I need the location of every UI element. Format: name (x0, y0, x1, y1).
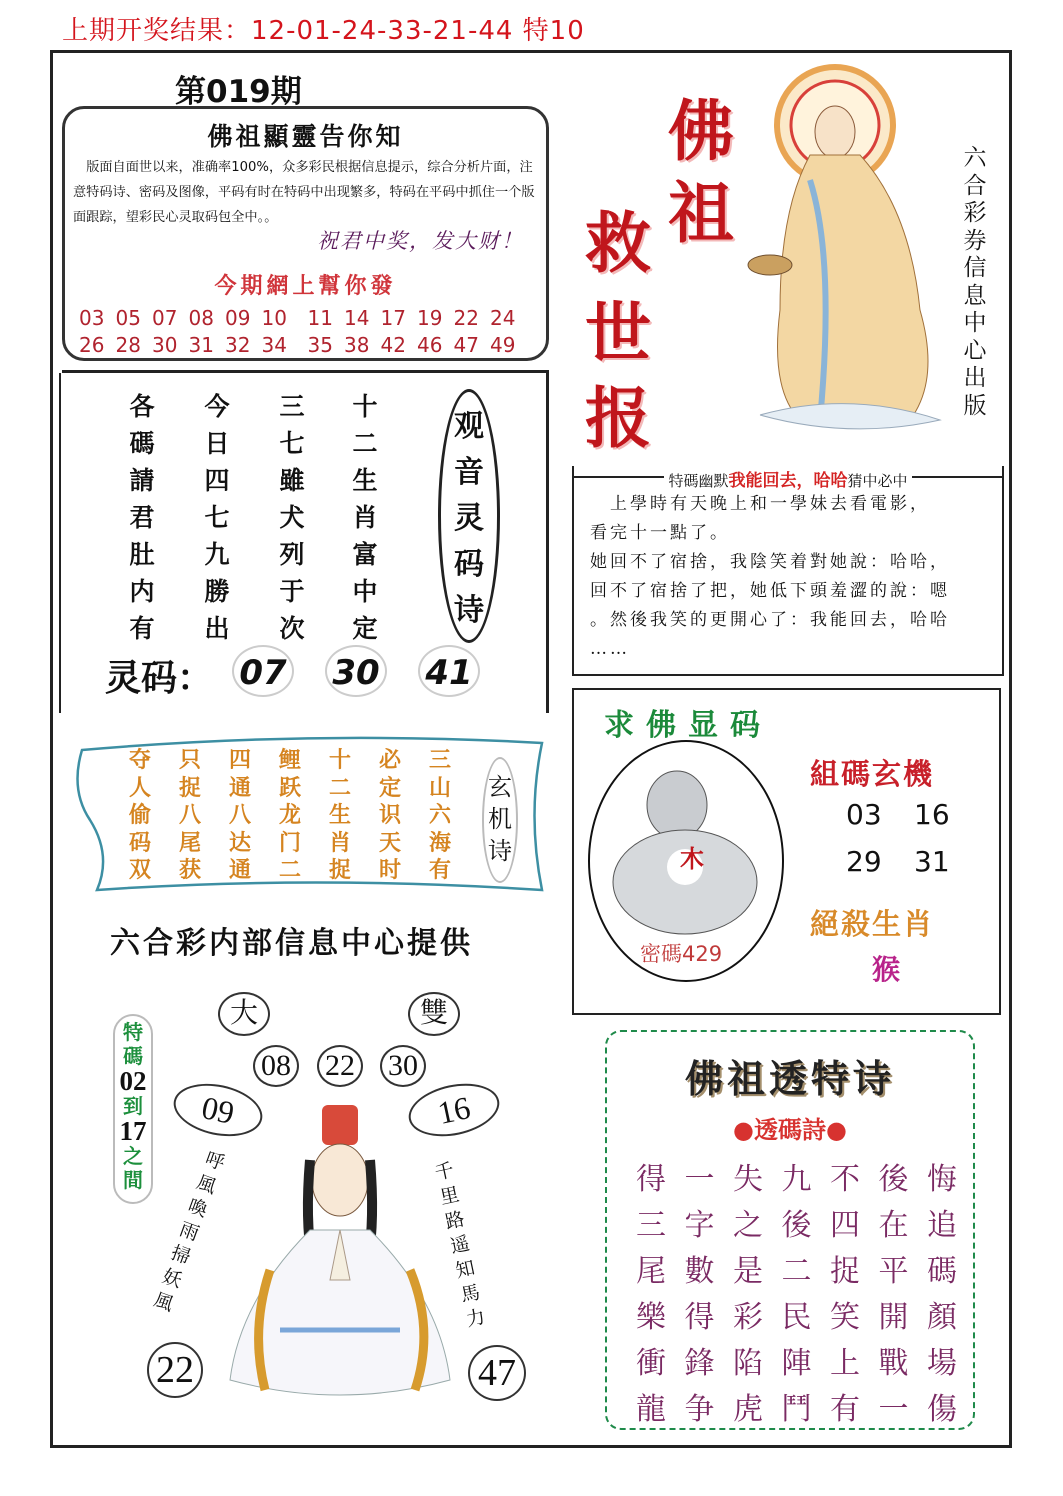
group-number: 29 (846, 845, 882, 878)
pick-number: 24 (490, 306, 516, 330)
poem-char: 開 (878, 1300, 909, 1335)
poem-char: 戰 (878, 1346, 909, 1381)
poem-char: 次 (279, 614, 305, 643)
poem-char: 内 (129, 577, 155, 606)
tema-char: 特 (123, 1020, 143, 1044)
notice-title: 佛祖顯靈告你知 (207, 122, 404, 151)
poem-char: 鋒 (684, 1346, 715, 1381)
buddha-code-box (572, 688, 1001, 1015)
tema-from: 02 (119, 1066, 147, 1096)
poem-char: 之 (733, 1208, 763, 1243)
xuanji-char: 三 (428, 747, 451, 773)
tema-char: 碼 (123, 1044, 143, 1068)
pick-number: 03 (79, 306, 105, 330)
label-big: 大 (218, 992, 270, 1036)
center-number: 08 (253, 1045, 299, 1087)
poem-char: 顏 (927, 1300, 957, 1335)
poem-char: 出 (204, 614, 230, 643)
poem-char: 彩 (733, 1300, 763, 1335)
poem-char: 争 (684, 1392, 715, 1427)
poem-char: 今 (204, 392, 230, 421)
group-number: 16 (914, 798, 950, 831)
banner-char: 报 (585, 379, 651, 457)
publisher-vertical-text: 六合彩券信息中心出版 (963, 145, 987, 419)
xuanji-char: 获 (178, 857, 201, 883)
side-number: 16 (404, 1076, 504, 1144)
pick-number: 34 (261, 333, 287, 357)
story-line: 看完十一點了。 (590, 523, 730, 543)
notice-wish: 祝君中奖，发大财！ (317, 229, 524, 253)
right-verse: 千里路遥知馬力 (432, 1159, 488, 1332)
poem-char: 日 (204, 429, 230, 458)
poem-char: 三 (636, 1208, 666, 1243)
poem-char: 悔 (927, 1162, 957, 1197)
xuanji-char: 二 (328, 774, 351, 801)
xuanji-char: 通 (228, 857, 251, 883)
poem-char: 是 (733, 1254, 763, 1289)
xuanji-char: 跃 (278, 774, 301, 801)
poem-char: 一 (878, 1392, 909, 1427)
center-number: 30 (380, 1045, 426, 1087)
poem-char: 平 (878, 1254, 909, 1289)
notice-subtitle: 今期網上幫你發 (214, 274, 397, 299)
group-code-title: 組碼玄機 (810, 757, 935, 791)
banner-char: 佛 (668, 92, 734, 170)
poem-char: 七 (204, 503, 230, 532)
xuanji-char: 达 (228, 829, 251, 856)
xuanji-char: 捉 (328, 857, 351, 883)
xuanji-label: 玄机诗 (482, 757, 518, 883)
pick-number: 19 (417, 306, 443, 330)
poem-char: 碼 (927, 1254, 957, 1289)
poem-char: 于 (279, 577, 305, 606)
xuanji-char: 尾 (178, 829, 201, 856)
secret-code: 密碼429 (640, 942, 723, 966)
poem-subtitle: ●透碼詩● (733, 1115, 847, 1144)
poem-char: 雖 (279, 466, 305, 495)
lingma-number: 30 (325, 645, 387, 697)
poem-char: 上 (830, 1346, 860, 1381)
pick-number: 07 (152, 306, 178, 330)
poem-char: 捉 (830, 1254, 860, 1289)
poem-char: 犬 (279, 503, 305, 532)
xuanji-char: 时 (378, 857, 401, 883)
lingma-number: 07 (232, 645, 294, 697)
poem-char: 九 (204, 540, 230, 569)
poem-char: 陷 (733, 1346, 763, 1381)
story-line: 回不了宿捨了把，她低下頭羞澀的說：嗯 (590, 581, 950, 601)
tema-char: 間 (123, 1168, 143, 1192)
poem-char: 富 (352, 540, 378, 569)
xuanji-char: 天 (378, 829, 401, 856)
tema-to: 17 (119, 1116, 147, 1146)
poem-char: 後 (878, 1162, 909, 1197)
pick-number: 22 (453, 306, 479, 330)
poem-char: 十 (352, 392, 378, 421)
center-number: 22 (317, 1045, 363, 1087)
xuanji-char: 通 (228, 774, 251, 801)
story-line: 上學時有天晚上和一學妹去看電影， (590, 494, 930, 514)
poem-char: 二 (781, 1254, 812, 1289)
xuanji-char: 识 (378, 802, 401, 828)
story-caption-highlight: 我能回去，哈哈 (728, 471, 848, 491)
notice-body: 版面自面世以来，准确率100%，众多彩民根据信息提示，综合分析片面，注意特码诗、密码及图像，平码有时在特码中出现繁多，特码在平码中抓住一个版面跟踪，望彩民心灵取码包全中。。 (73, 160, 535, 225)
pick-number: 10 (261, 306, 287, 330)
kill-zodiac: 猴 (872, 953, 901, 986)
poem-char: 四 (830, 1208, 860, 1243)
left-verse: 呼風喚雨掃妖風 (150, 1147, 228, 1316)
poem-char: 有 (129, 614, 155, 643)
pick-number: 26 (79, 333, 105, 357)
poem-char: 定 (352, 614, 378, 643)
corner-number: 47 (468, 1345, 526, 1401)
xuanji-char: 双 (128, 857, 151, 883)
pick-number: 08 (188, 306, 214, 330)
guanyin-standing-image (740, 60, 955, 435)
poem-char: 傷 (927, 1392, 957, 1427)
poem-char: 碼 (129, 429, 155, 458)
xuanji-poem-scroll (72, 735, 550, 897)
poem-char: 得 (636, 1162, 666, 1197)
guanyin-seated-image (210, 1100, 470, 1405)
poem-char: 失 (733, 1162, 763, 1197)
poem-char: 數 (684, 1254, 715, 1289)
poem-char: 追 (927, 1208, 957, 1243)
xuanji-char: 肖 (328, 829, 351, 856)
xuanji-char: 人 (128, 774, 151, 801)
poem-char: 衝 (636, 1346, 666, 1381)
poem-char: 肚 (129, 540, 155, 569)
lingma-number: 41 (418, 645, 480, 697)
pick-number: 11 (307, 306, 333, 330)
tema-range-badge (113, 1014, 153, 1204)
poem-char: 虎 (733, 1392, 763, 1427)
poem-char: 請 (129, 466, 155, 495)
pick-number: 31 (188, 333, 214, 357)
poem-char: 在 (878, 1208, 909, 1243)
pick-number: 47 (453, 333, 479, 357)
poem-char: 九 (781, 1162, 812, 1197)
guanyin-poem-label: 观音灵码诗 (438, 389, 500, 643)
xuanji-char: 定 (378, 774, 401, 801)
pick-number: 49 (490, 333, 516, 357)
poem-char: 中 (352, 577, 378, 606)
banner-char: 祖 (668, 174, 734, 252)
pick-number: 05 (115, 306, 141, 330)
xuanji-char: 偷 (128, 802, 151, 828)
poem-char: 字 (684, 1208, 715, 1243)
corner-number: 22 (147, 1342, 203, 1398)
xuanji-char: 有 (428, 857, 451, 883)
kill-zodiac-title: 絕殺生肖 (810, 907, 935, 941)
xuanji-char: 六 (428, 802, 451, 828)
banner-char: 世 (585, 294, 651, 372)
pick-number: 42 (380, 333, 406, 357)
notice-box (62, 106, 549, 361)
poem-char: 陣 (781, 1346, 812, 1381)
side-number: 09 (169, 1076, 267, 1144)
poem-char: 生 (352, 466, 378, 495)
xuanji-char: 八 (178, 802, 201, 828)
poem-char: 三 (279, 392, 305, 421)
poem-char: 一 (684, 1162, 715, 1197)
xuanji-char: 八 (228, 802, 251, 828)
poem-char: 七 (279, 429, 305, 458)
poem-char: 勝 (204, 577, 230, 606)
poem-char: 君 (129, 503, 155, 532)
xuanji-char: 必 (378, 747, 401, 773)
poem-char: 四 (204, 466, 230, 495)
story-line: 。然後我笑的更開心了：我能回去，哈哈 (590, 610, 950, 630)
pick-number: 35 (307, 333, 333, 357)
buddha-title: 求佛显码 (604, 708, 772, 743)
tema-char: 到 (123, 1094, 143, 1118)
poem-char: 鬥 (781, 1392, 812, 1427)
tema-char: 之 (123, 1144, 143, 1168)
group-number: 31 (914, 845, 950, 878)
poem-char: 龍 (636, 1392, 666, 1427)
poem-char: 場 (927, 1346, 957, 1381)
poem-title: 佛祖透特诗 (684, 1056, 895, 1101)
xuanji-char: 龙 (278, 802, 301, 828)
poem-char: 列 (279, 540, 305, 569)
issue-number: 第019期 (175, 74, 302, 110)
last-result-header: 上期开奖结果：12-01-24-33-21-44 特10 (62, 16, 585, 46)
xuanji-char: 生 (328, 802, 351, 828)
xuanji-char: 四 (228, 747, 251, 773)
pick-number: 46 (417, 333, 443, 357)
label-even: 雙 (408, 992, 460, 1036)
story-line: …… (590, 639, 630, 659)
pick-number: 09 (225, 306, 251, 330)
xuanji-char: 夺 (128, 747, 151, 773)
xuanji-char: 鲤 (278, 747, 301, 773)
pick-number: 32 (225, 333, 251, 357)
xuanji-char: 门 (278, 829, 301, 856)
xuanji-char: 捉 (178, 774, 201, 801)
story-caption-post: 猜中必中 (847, 472, 908, 490)
group-number: 03 (846, 798, 882, 831)
humor-story-box (572, 466, 1004, 676)
story-line: 她回不了宿捨，我陰笑着對她說：哈哈， (590, 552, 950, 572)
buddha-oval (588, 740, 784, 982)
poem-char: 樂 (636, 1300, 666, 1335)
notice-numbers (79, 305, 527, 359)
pick-number: 28 (115, 333, 141, 357)
poem-char: 笑 (830, 1300, 860, 1335)
xuanji-char: 十 (328, 747, 351, 773)
poem-char: 後 (781, 1208, 812, 1243)
xuanji-char: 码 (128, 829, 151, 856)
belly-char: 木 (680, 845, 704, 873)
poem-char: 二 (352, 429, 378, 458)
poem-char: 肖 (352, 503, 378, 532)
story-caption-pre: 特碼幽默 (668, 472, 729, 490)
provider-text: 六合彩内部信息中心提供 (110, 926, 473, 961)
xuanji-char: 只 (178, 747, 201, 773)
poem-char: 不 (830, 1162, 860, 1197)
poem-char: 各 (129, 392, 155, 421)
pick-number: 38 (344, 333, 370, 357)
special-poem-box (605, 1030, 975, 1430)
lingma-label: 灵码： (105, 657, 214, 699)
poem-char: 得 (684, 1300, 715, 1335)
pick-number: 30 (152, 333, 178, 357)
pick-number: 17 (380, 306, 406, 330)
poem-char: 民 (781, 1300, 812, 1335)
poem-char: 尾 (636, 1254, 666, 1289)
poem-char: 有 (830, 1392, 860, 1427)
banner-char: 救 (585, 204, 651, 282)
xuanji-char: 海 (428, 829, 451, 856)
xuanji-char: 山 (428, 774, 451, 801)
xuanji-char: 二 (278, 857, 301, 883)
pick-number: 14 (344, 306, 370, 330)
